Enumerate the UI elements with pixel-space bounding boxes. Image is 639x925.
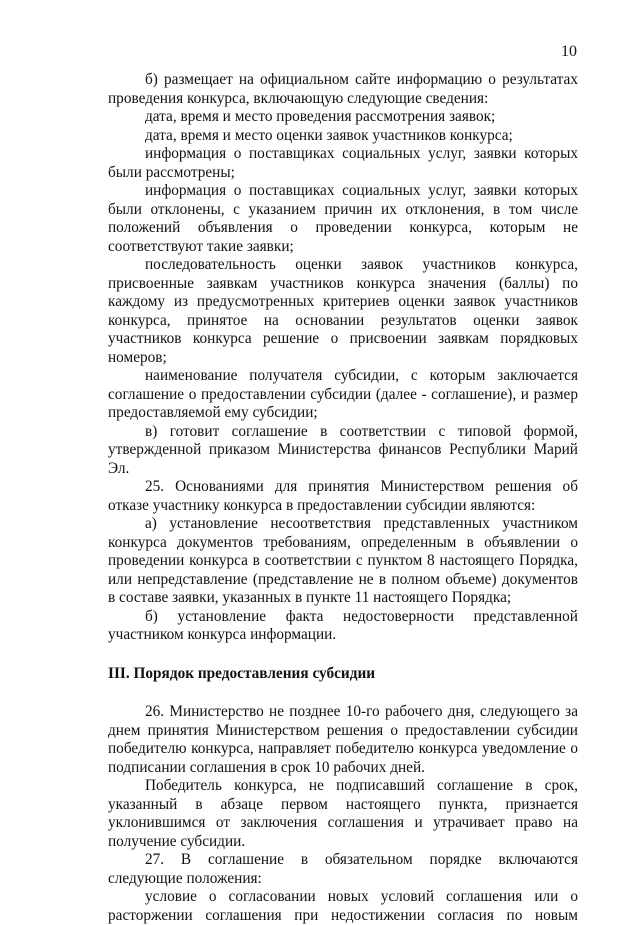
paragraph: последовательность оценки заявок участников конкурса, присвоенные заявкам участников конкурса значения (баллы) по каждому из предусмотренных критериев оценки заявок участников конкурса, принятое на основании результатов оценки заявок участников конкурса решение о присвоении заявкам порядковых номеров; <box>108 256 578 366</box>
paragraph: б) установление факта недостоверности представленной участником конкурса информации. <box>108 607 578 643</box>
paragraph: б) размещает на официальном сайте информацию о результатах проведения конкурса, включающую следующие сведения: <box>108 71 578 107</box>
paragraph: Победитель конкурса, не подписавший соглашение в срок, указанный в абзаце первом настоящего пункта, признается уклонившимся от заключения соглашения и утрачивает право на получение субсидии. <box>108 777 578 850</box>
paragraph: 25. Основаниями для принятия Министерством решения об отказе участнику конкурса в предоставлении субсидии являются: <box>108 478 578 514</box>
document-body <box>108 71 578 925</box>
paragraph: информация о поставщиках социальных услуг, заявки которых были рассмотрены; <box>108 145 578 181</box>
paragraph: 26. Министерство не позднее 10-го рабочего дня, следующего за днем принятия Министерством решения о предоставлении субсидии победителю конкурса, направляет победителю конкурса уведомление о подписании соглашения в срок 10 рабочих дней. <box>108 703 578 776</box>
paragraph: информация о поставщиках социальных услуг, заявки которых были отклонены, с указанием причин их отклонения, в том числе положений объявления о проведении конкурса, которым не соответствуют такие заявки; <box>108 182 578 255</box>
paragraph: наименование получателя субсидии, с которым заключается соглашение о предоставлении субсидии (далее - соглашение), и размер предоставляемой ему субсидии; <box>108 367 578 421</box>
paragraph-continued: условие о согласовании новых условий соглашения или о расторжении соглашения при недостижении согласия по новым <box>108 888 578 924</box>
paragraph: а) установление несоответствия представленных участником конкурса документов требованиям, определенным в объявлении о проведении конкурса в соответствии с пунктом 8 настоящего Порядка, или непредставление (представление не в полном объеме) документов в составе заявки, указанных в пункте 11 настоящего Порядка; <box>108 515 578 606</box>
paragraph: в) готовит соглашение в соответствии с типовой формой, утвержденной приказом Министерства финансов Республики Марий Эл. <box>108 422 578 477</box>
page-number: 10 <box>561 43 577 60</box>
paragraph: 27. В соглашение в обязательном порядке включаются следующие положения: <box>108 851 578 887</box>
paragraph: дата, время и место проведения рассмотрения заявок; <box>145 108 496 125</box>
paragraph: дата, время и место оценки заявок участников конкурса; <box>145 126 513 144</box>
section-heading: III. Порядок предоставления субсидии <box>108 664 376 682</box>
